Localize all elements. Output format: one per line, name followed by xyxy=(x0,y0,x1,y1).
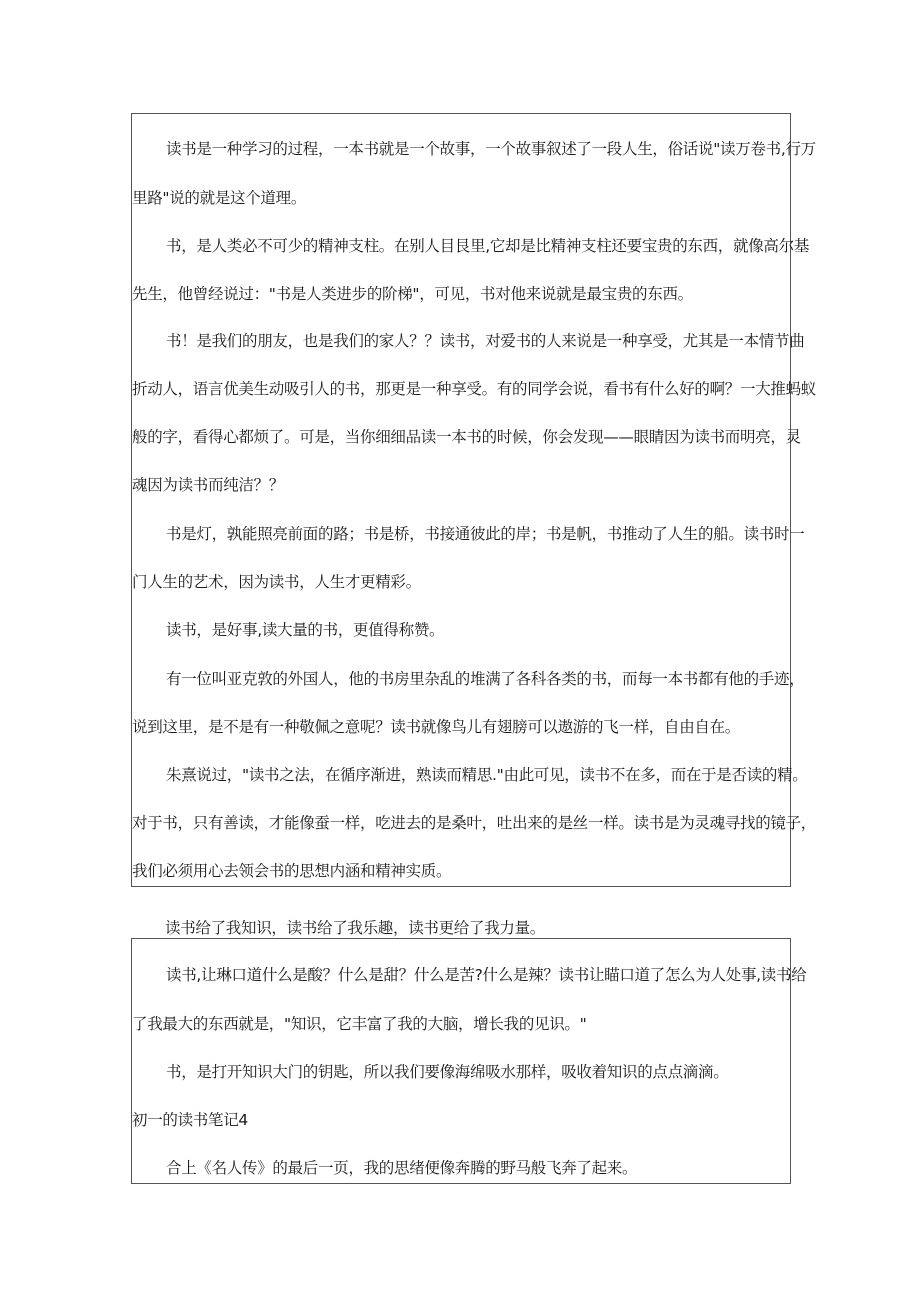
paragraph-line: 般的字，看得心都烦了。可是，当你细细品读一本书的时候，你会发现——眼睛因为读书而明亮，灵 xyxy=(132,428,801,446)
paragraph-line: 折动人，语言优美生动吸引人的书，那更是一种享受。有的同学会说，看书有什么好的啊？一大推蚂蚁 xyxy=(132,380,817,398)
paragraph-line: 对于书，只有善读，才能像蚕一样，吃进去的是桑叶，吐出来的是丝一样。读书是为灵魂寻找的镜子， xyxy=(132,814,817,832)
text-box-2 xyxy=(131,938,807,1184)
paragraph-line: 读书，是好事,读大量的书，更值得称赞。 xyxy=(166,621,445,639)
paragraph-line: 读书是一种学习的过程，一本书就是一个故事，一个故事叙述了一段人生，俗话说"读万卷书,行万 xyxy=(166,140,816,158)
paragraph-line: 书，是人类必不可少的精神支柱。在别人目艮里,它却是比精神支柱还要宝贵的东西，就像高尔基 xyxy=(166,237,810,255)
paragraph-line: 有一位叫亚克敦的外国人，他的书房里杂乱的堆满了各科各类的书，而每一本书都有他的手迹， xyxy=(166,670,805,688)
paragraph-line: 书，是打开知识大门的钥匙，所以我们要像海绵吸水那样，吸收着知识的点点滴滴。 xyxy=(166,1063,729,1081)
paragraph-line: 里路"说的就是这个道理。 xyxy=(132,189,307,207)
paragraph-line: 读书,让琳口道什么是酸？什么是甜？什么是苦?什么是辣？读书让瞄口道了怎么为人处事,读书给 xyxy=(166,966,807,984)
paragraph-line: 合上《名人传》的最后一页，我的思绪便像奔腾的野马般飞奔了起来。 xyxy=(166,1159,638,1177)
paragraph-line: 了我最大的东西就是，"知识，它丰富了我的大脑，增长我的见识。" xyxy=(132,1015,587,1033)
paragraph-line: 说到这里，是不是有一种敬佩之意呢？读书就像鸟儿有翅膀可以遨游的飞一样，自由自在。 xyxy=(132,718,741,736)
paragraph-line: 门人生的艺术，因为读书，人生才更精彩。 xyxy=(132,573,421,591)
paragraph-line: 我们必须用心去领会书的思想内涵和精神实质。 xyxy=(132,862,452,880)
paragraph-line: 魂因为读书而纯洁？？ xyxy=(132,476,285,494)
standalone-sentence: 读书给了我知识，读书给了我乐趣，读书更给了我力量。 xyxy=(165,919,546,937)
paragraph-line: 朱熹说过，"读书之法，在循序渐进，熟读而精思."由此可见，读书不在多，而在于是否读的精。 xyxy=(166,766,808,784)
paragraph-line: 先生，他曾经说过："书是人类进步的阶梯"，可见，书对他来说就是最宝贵的东西。 xyxy=(132,285,693,303)
text-box-1 xyxy=(131,113,817,887)
paragraph-line: 书！是我们的朋友，也是我们的家人？？读书，对爱书的人来说是一种享受，尤其是一本情节曲 xyxy=(166,332,805,350)
paragraph-line: 书是灯，孰能照亮前面的路；书是桥，书接通彼此的岸；书是帆，书推动了人生的船。读书时一 xyxy=(166,525,805,543)
section-heading: 初一的读书笔记4 xyxy=(132,1111,248,1129)
